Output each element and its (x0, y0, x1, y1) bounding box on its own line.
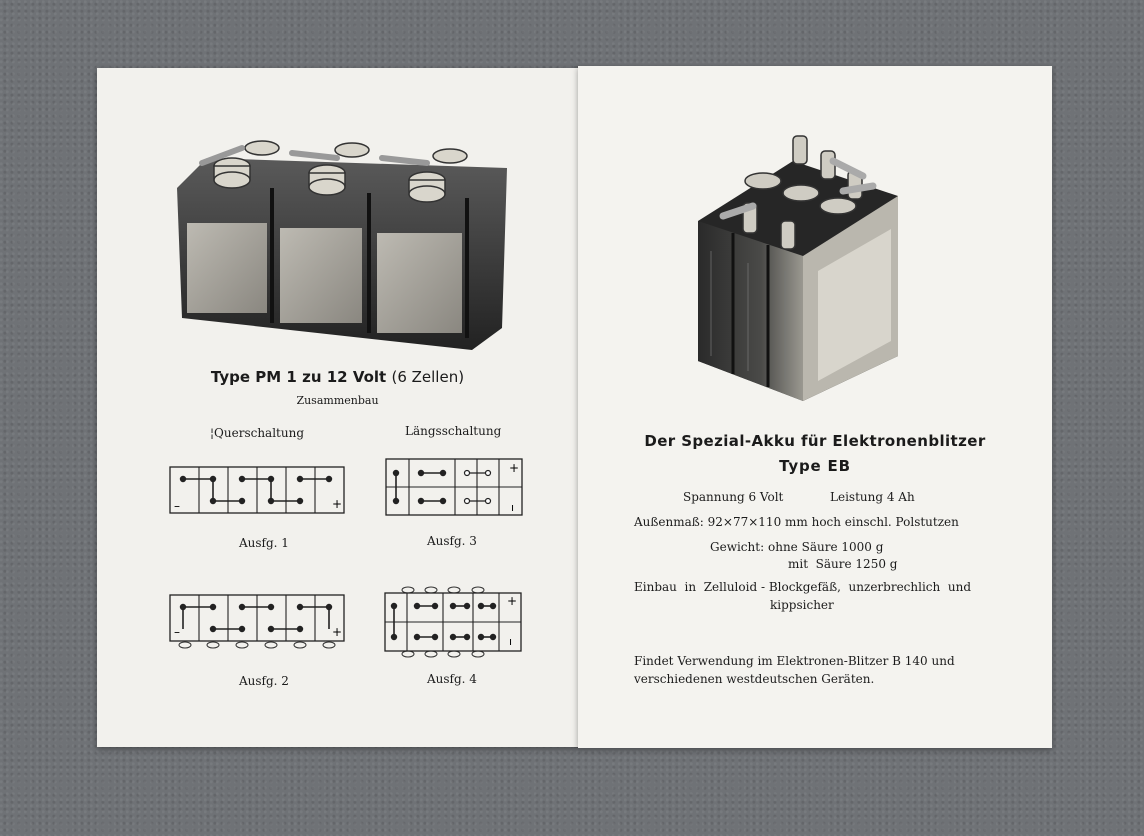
title-paren: (6 Zellen) (391, 368, 465, 386)
usage-line-1: Findet Verwendung im Elektronen-Blitzer B 140 und (634, 654, 955, 668)
plus-sign: + (507, 594, 518, 608)
wiring-diagram-ausfg-2 (169, 594, 345, 654)
wiring-diagram-ausfg-1 (169, 466, 345, 516)
title-main: Type PM 1 zu 12 Volt (210, 368, 387, 386)
wiring-diagram-ausfg-3 (385, 458, 523, 518)
caption-ausfg-4: Ausfg. 4 (427, 672, 477, 686)
wiring-diagram-ausfg-4 (383, 582, 525, 662)
minus-sign: – (174, 499, 180, 513)
cross-connection-heading: ¦Querschaltung (210, 426, 305, 440)
battery-pm1-photo (172, 128, 517, 353)
assembly-subtitle: Zusammenbau (296, 394, 379, 407)
minus-sign: ı (509, 635, 513, 648)
installation-line-1: Einbau in Zelluloid - Blockgefäß, unzerbrechlich und (634, 580, 972, 594)
plus-sign: + (332, 497, 343, 511)
left-page (97, 68, 578, 747)
battery-eb-photo (693, 131, 903, 406)
caption-ausfg-3: Ausfg. 3 (427, 534, 477, 548)
capacity-spec: Leistung 4 Ah (830, 490, 915, 504)
series-connection-heading: Längsschaltung (405, 424, 502, 438)
weight-without-acid: ohne Säure 1000 g (768, 540, 884, 554)
minus-sign: ı (511, 501, 515, 514)
plus-sign: + (509, 461, 520, 475)
caption-ausfg-2: Ausfg. 2 (239, 674, 289, 688)
battery-type-title (97, 368, 578, 386)
installation-line-2: kippsicher (770, 598, 834, 612)
usage-line-2: verschiedenen westdeutschen Geräten. (634, 672, 875, 686)
product-title: Der Spezial-Akku für Elektronenblitzer (644, 432, 986, 450)
dimensions-spec: Außenmaß: 92×77×110 mm hoch einschl. Polstutzen (634, 515, 959, 529)
voltage-spec: Spannung 6 Volt (683, 490, 784, 504)
plus-sign: + (332, 625, 343, 639)
product-type: Type EB (779, 457, 851, 475)
weight-label: Gewicht: (710, 540, 765, 554)
caption-ausfg-1: Ausfg. 1 (239, 536, 289, 550)
minus-sign: – (174, 625, 180, 639)
right-page (578, 66, 1052, 748)
weight-with-acid: mit Säure 1250 g (788, 557, 898, 571)
